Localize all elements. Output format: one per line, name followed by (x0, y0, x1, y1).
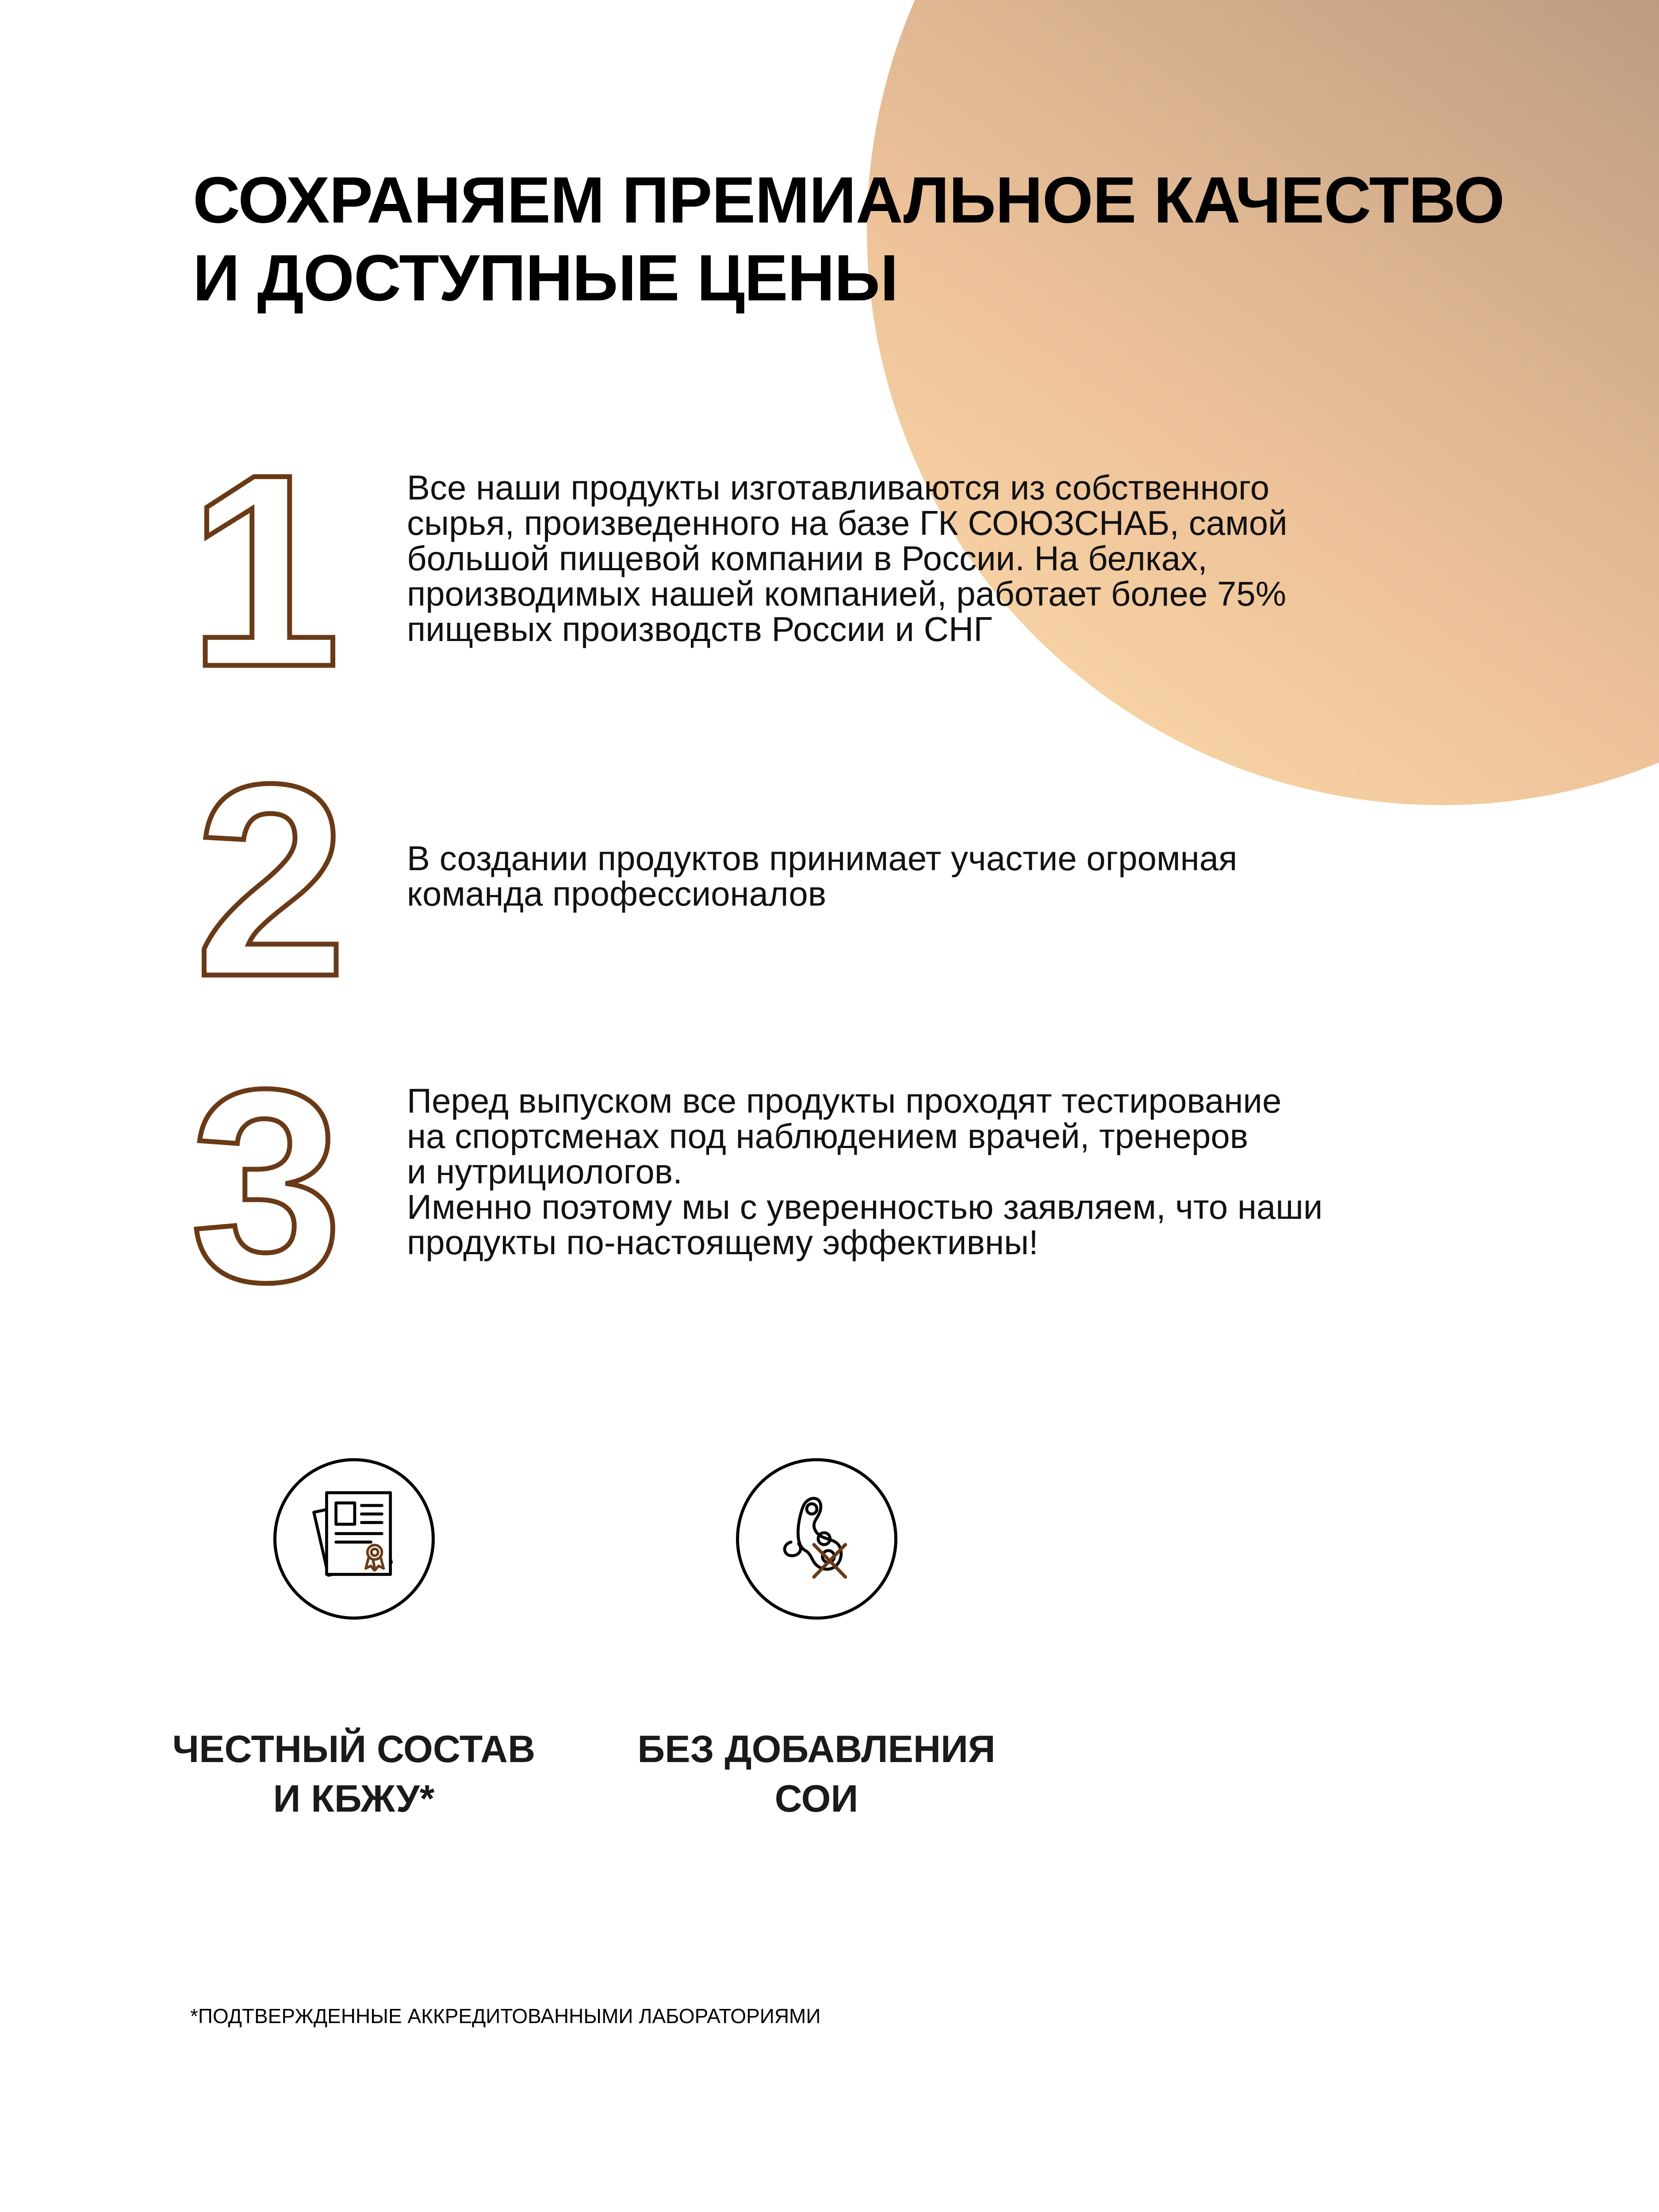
page-title (193, 161, 1504, 317)
label-line: ЧЕСТНЫЙ СОСТАВ (172, 1728, 536, 1770)
feature-label-no-soy (617, 1724, 1015, 1824)
step-number-2: 2 (195, 727, 347, 1033)
label-line: И КБЖУ* (273, 1778, 435, 1820)
text-line: производимых нашей компанией, работает более 75% (407, 574, 1287, 613)
step-2-text (407, 841, 1237, 911)
text-line: команда профессионалов (407, 874, 827, 913)
text-line: Именно поэтому мы с уверенностью заявляем, что наши (407, 1187, 1323, 1226)
step-number-1: 1 (188, 418, 341, 724)
step-number-3: 3 (190, 1033, 343, 1339)
text-line: на спортсменах под наблюдением врачей, тренеров (407, 1117, 1249, 1156)
text-line: сырья, произведенного на базе ГК СОЮЗСНАБ, самой (407, 503, 1287, 542)
text-line: Перед выпуском все продукты проходят тестирование (407, 1081, 1282, 1120)
text-line: пищевых производств России и СНГ (407, 610, 992, 649)
step-1-text (407, 470, 1287, 647)
text-line: Все наши продукты изготавливаются из собственного (407, 468, 1270, 507)
text-line: В создании продуктов принимает участие огромная (407, 839, 1238, 878)
label-line: БЕЗ ДОБАВЛЕНИЯ (637, 1728, 996, 1770)
no-soy-icon (736, 1458, 897, 1620)
label-line: СОИ (774, 1778, 858, 1820)
title-line-1: СОХРАНЯЕМ ПРЕМИАЛЬНОЕ КАЧЕСТВО (193, 164, 1505, 237)
title-line-2: И ДОСТУПНЫЕ ЦЕНЫ (193, 242, 898, 315)
text-line: продукты по-настоящему эффективны! (407, 1223, 1038, 1262)
step-3-text (407, 1083, 1322, 1260)
footnote: *ПОДТВЕРЖДЕННЫЕ АККРЕДИТОВАННЫМИ ЛАБОРАТОРИЯМИ (190, 2005, 821, 2028)
decorative-gradient-circle (867, 0, 1659, 805)
text-line: и нутрициологов. (407, 1152, 682, 1191)
certificate-document-icon (273, 1458, 435, 1620)
feature-label-honest-composition (155, 1724, 553, 1824)
text-line: большой пищевой компании в России. На белках, (407, 539, 1207, 578)
